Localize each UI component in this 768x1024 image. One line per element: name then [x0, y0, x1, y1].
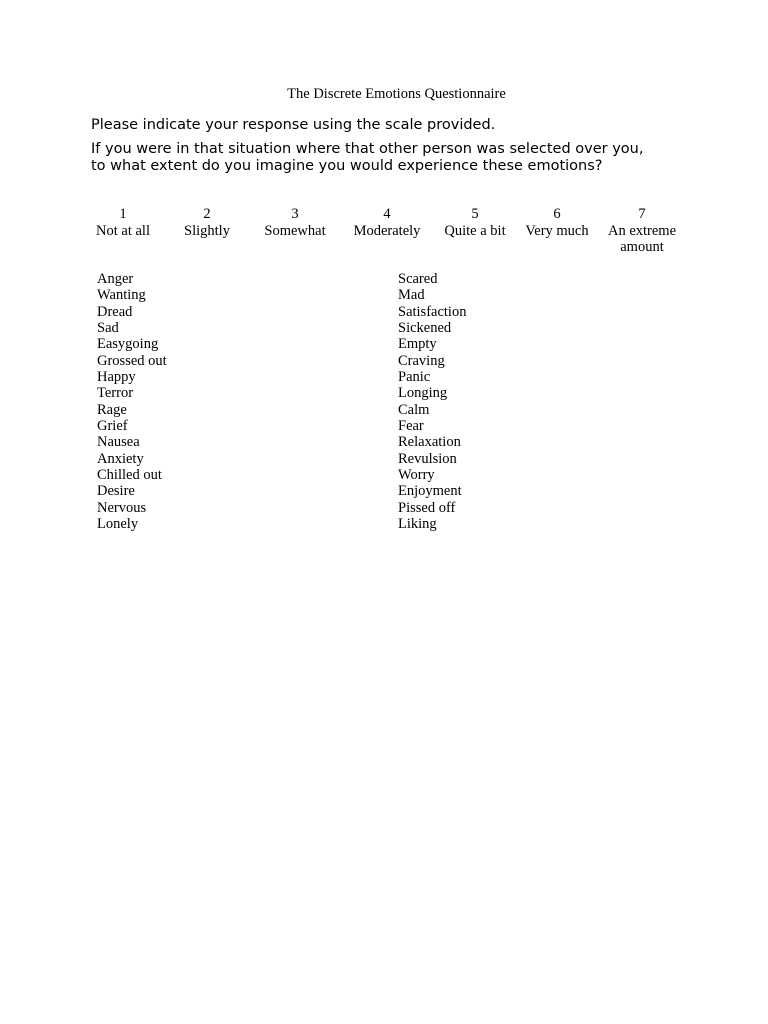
emotion-item: Terror — [97, 385, 134, 402]
emotion-list-right — [398, 271, 466, 533]
emotion-item: Longing — [398, 385, 448, 402]
scale-label: Slightly — [184, 222, 230, 239]
emotion-item: Relaxation — [398, 434, 461, 451]
emotion-item: Anger — [97, 271, 134, 287]
emotion-item: Dread — [97, 303, 133, 320]
emotion-item: Nervous — [97, 499, 147, 516]
emotion-item: Calm — [398, 401, 430, 418]
emotion-item: Nausea — [97, 434, 140, 451]
emotion-item: Scared — [398, 271, 438, 287]
document-title: The Discrete Emotions Questionnaire — [287, 86, 506, 102]
emotion-item: Easygoing — [97, 336, 159, 353]
scale-number: 7 — [638, 206, 646, 222]
emotion-item: Enjoyment — [398, 483, 462, 500]
emotion-item: Fear — [398, 418, 424, 435]
emotion-item: Revulsion — [398, 450, 457, 467]
scale-label: Not at all — [96, 222, 150, 239]
scale-point-7 — [587, 206, 697, 256]
scale-number: 6 — [553, 206, 561, 222]
emotion-item: Liking — [398, 516, 437, 533]
emotion-item: Wanting — [97, 287, 146, 304]
scale-label: An extreme amount — [607, 222, 677, 255]
emotion-item: Lonely — [97, 516, 139, 533]
emotion-item: Anxiety — [97, 450, 144, 467]
emotion-item: Grossed out — [97, 352, 167, 369]
scale-number: 4 — [383, 206, 391, 222]
scale-number: 5 — [471, 206, 479, 222]
emotion-item: Worry — [398, 467, 435, 484]
emotion-item: Happy — [97, 369, 136, 386]
question-text: If you were in that situation where that other person was selected over you, to what extent do you imagine you would experience these emotions? — [91, 141, 644, 174]
emotion-item: Sickened — [398, 320, 452, 337]
emotion-item: Panic — [398, 369, 431, 386]
scale-label: Very much — [525, 222, 589, 239]
emotion-list-left — [97, 271, 167, 533]
emotion-item: Grief — [97, 418, 128, 435]
emotion-item: Satisfaction — [398, 303, 467, 320]
emotion-item: Pissed off — [398, 499, 456, 516]
emotion-item: Chilled out — [97, 467, 162, 484]
scale-label: Moderately — [353, 222, 421, 239]
scale-number: 2 — [203, 206, 211, 222]
emotion-item: Desire — [97, 483, 135, 500]
instruction-text: Please indicate your response using the scale provided. — [91, 117, 496, 133]
emotion-item: Mad — [398, 287, 425, 304]
scale-number: 3 — [291, 206, 299, 222]
emotion-item: Craving — [398, 352, 445, 369]
emotion-item: Rage — [97, 401, 127, 418]
scale-label: Somewhat — [264, 222, 326, 239]
scale-number: 1 — [119, 206, 127, 222]
scale-label: Quite a bit — [444, 222, 506, 239]
emotion-item: Empty — [398, 336, 437, 353]
emotion-item: Sad — [97, 320, 119, 337]
